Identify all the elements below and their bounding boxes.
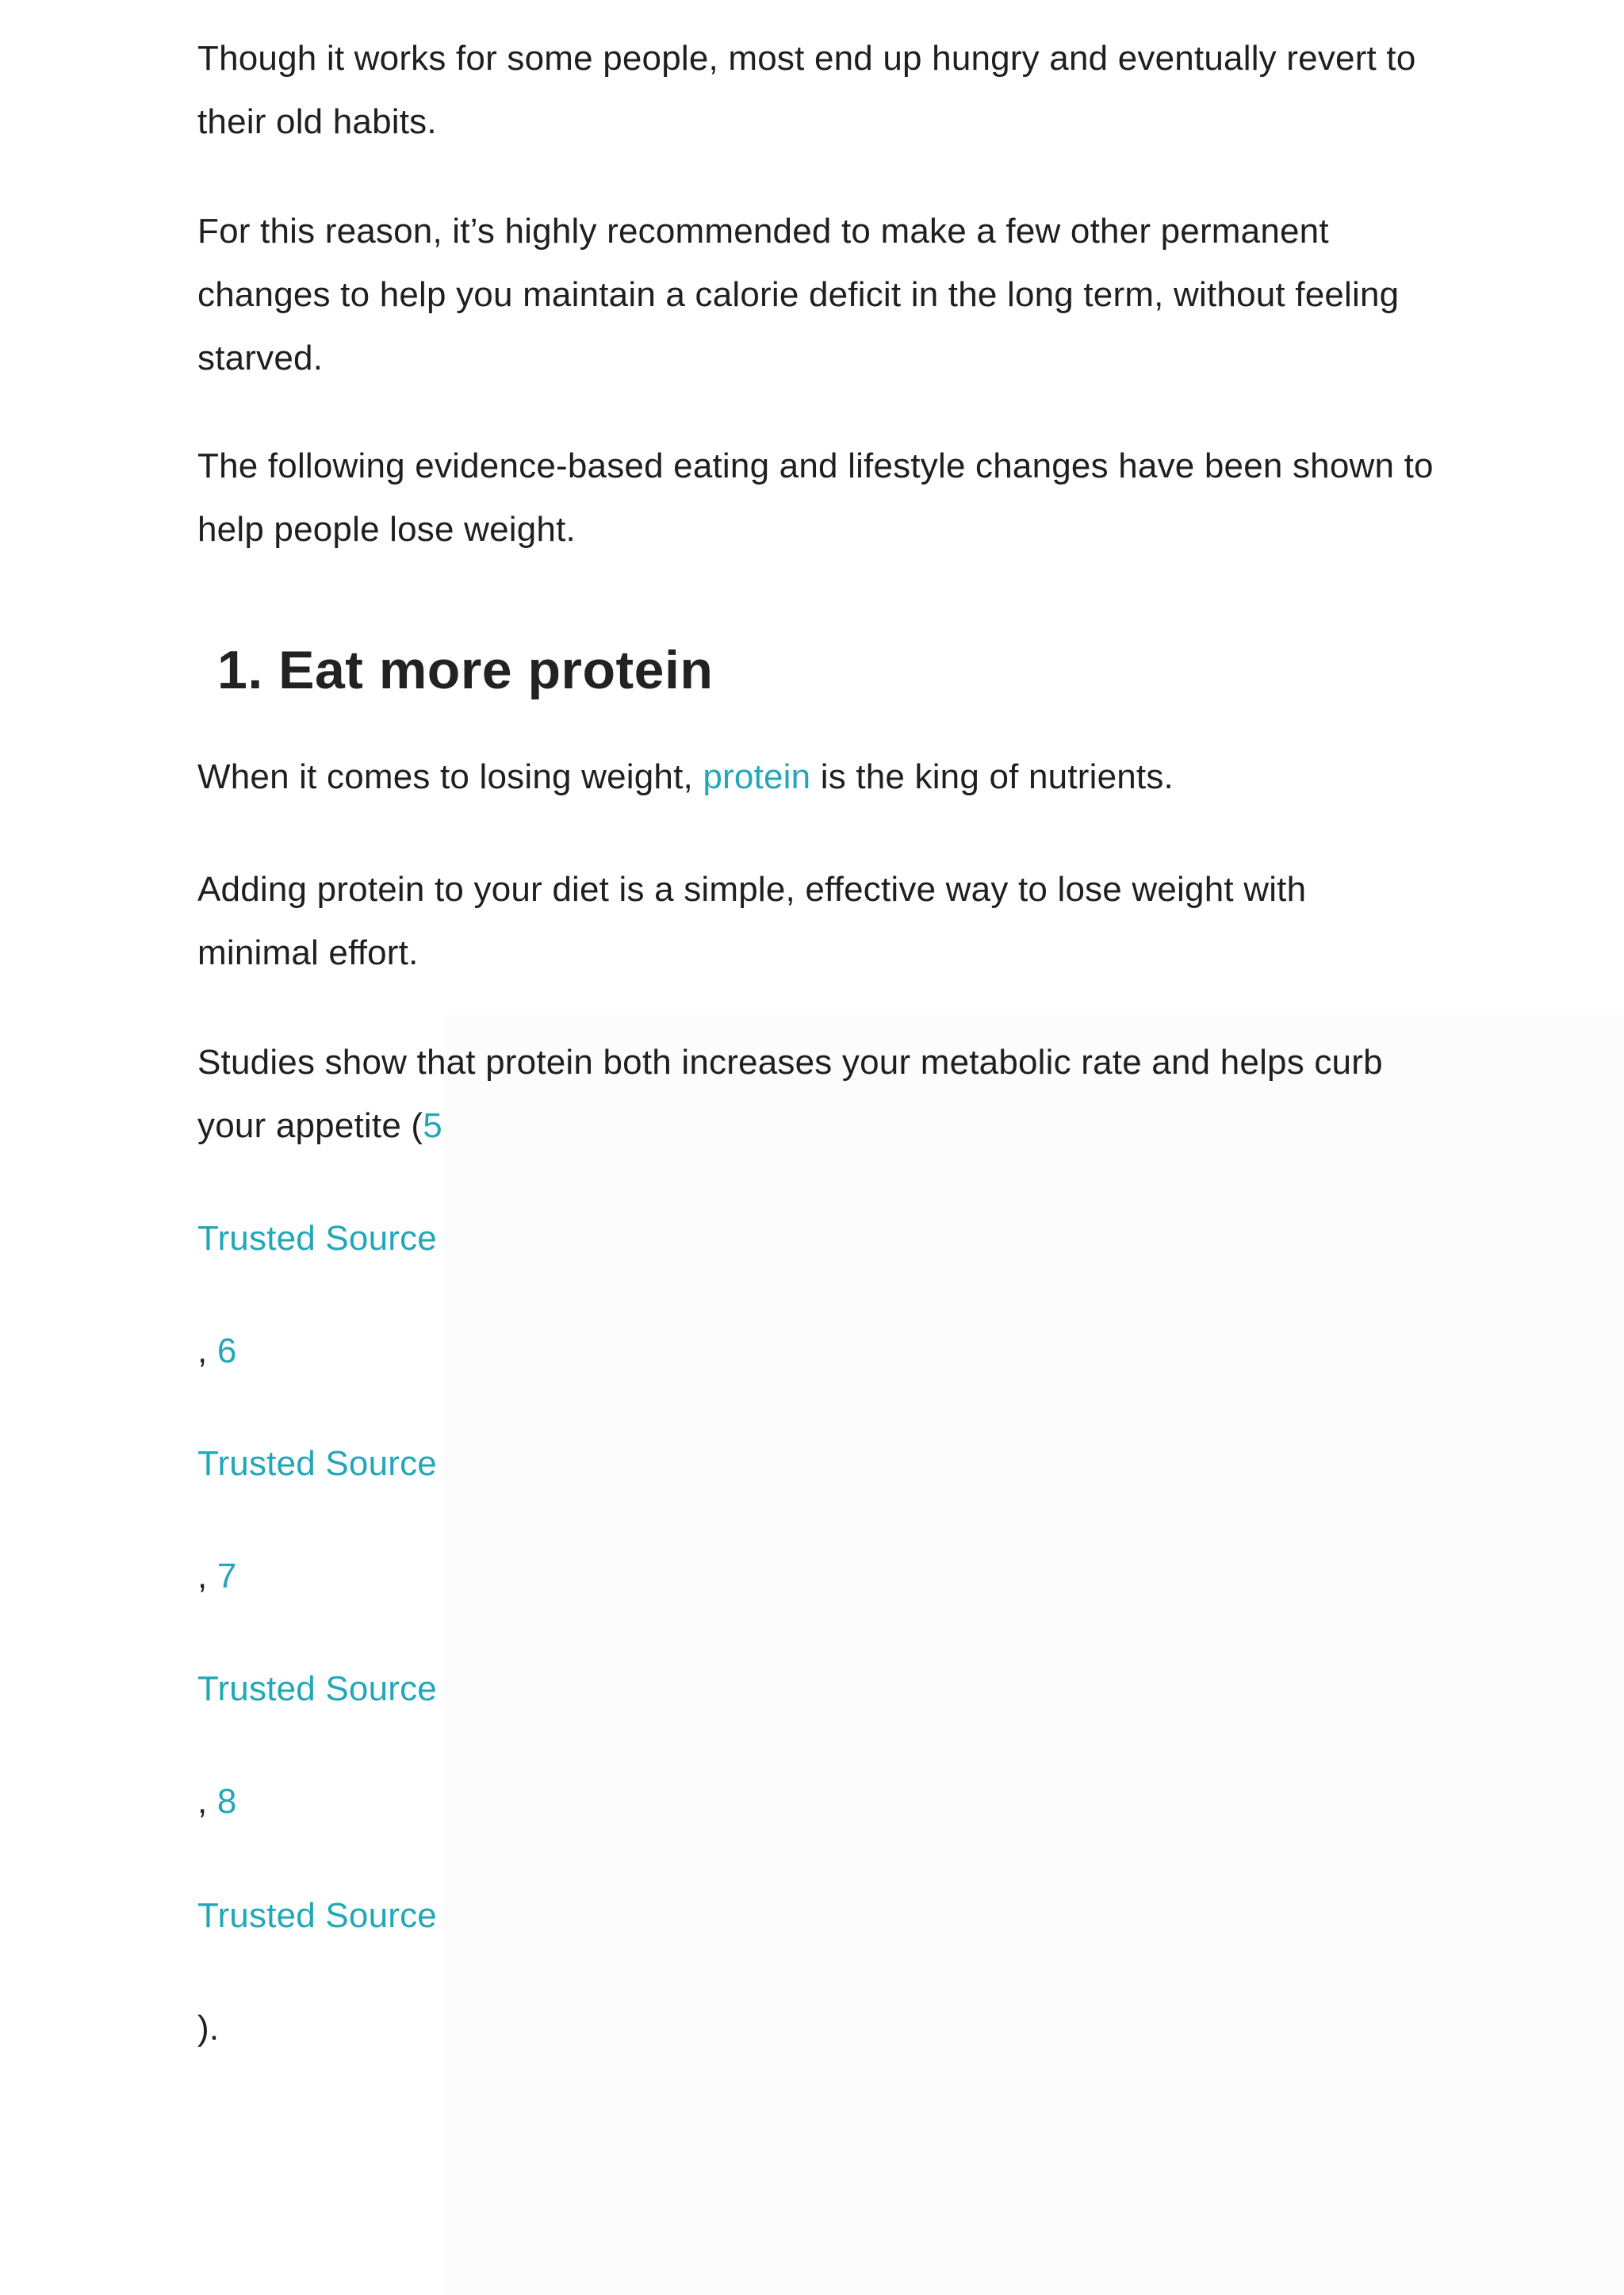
paragraph-evidence-based: The following evidence-based eating and lifestyle changes have been shown to help people lose weight.	[197, 446, 1434, 549]
trusted-source-link-1[interactable]: Trusted Source	[197, 1219, 437, 1258]
trusted-source-link	[197, 1207, 1434, 1270]
citation-separator: ,	[197, 1557, 217, 1596]
paragraph-protein-king	[197, 745, 1434, 809]
paragraph-text: When it comes to losing weight,	[197, 757, 703, 796]
citation-separator: ,	[197, 1782, 217, 1821]
citation-link-7[interactable]: 7	[216, 1557, 237, 1596]
paragraph-text: is the king of nutrients.	[810, 757, 1174, 796]
paragraph-adding-protein: Adding protein to your diet is a simple, effective way to lose weight with minimal effort.	[197, 870, 1307, 972]
paragraph-permanent-changes: For this reason, it’s highly recommended to make a few other permanent changes to help you maintain a calorie deficit in the long term, without feeling starved.	[197, 212, 1400, 377]
trusted-source-link	[197, 1884, 1434, 1948]
citation-row	[197, 1545, 1434, 1608]
trusted-source-link	[197, 1657, 1434, 1721]
citation-link-8[interactable]: 8	[216, 1782, 237, 1821]
section-heading: 1. Eat more protein	[217, 640, 714, 700]
citation-link-6[interactable]: 6	[216, 1331, 237, 1370]
citation-link-5[interactable]: 5	[423, 1106, 442, 1145]
citation-separator: ,	[197, 1331, 217, 1370]
protein-link[interactable]: protein	[703, 757, 811, 796]
closing-paren: ).	[197, 2009, 220, 2048]
citation-row	[197, 1770, 1434, 1833]
citation-row	[197, 1320, 1434, 1383]
paragraph-habits: Though it works for some people, most end up hungry and eventually revert to their old habits.	[197, 39, 1416, 141]
paragraph-text: Studies show that protein both increases your metabolic rate and helps curb your appetite (	[197, 1043, 1383, 1145]
trusted-source-link	[197, 1432, 1434, 1496]
trusted-source-link-4[interactable]: Trusted Source	[197, 1896, 437, 1935]
paragraph-studies	[197, 1031, 1434, 1158]
trusted-source-link-3[interactable]: Trusted Source	[197, 1669, 437, 1708]
trusted-source-link-2[interactable]: Trusted Source	[197, 1444, 437, 1483]
